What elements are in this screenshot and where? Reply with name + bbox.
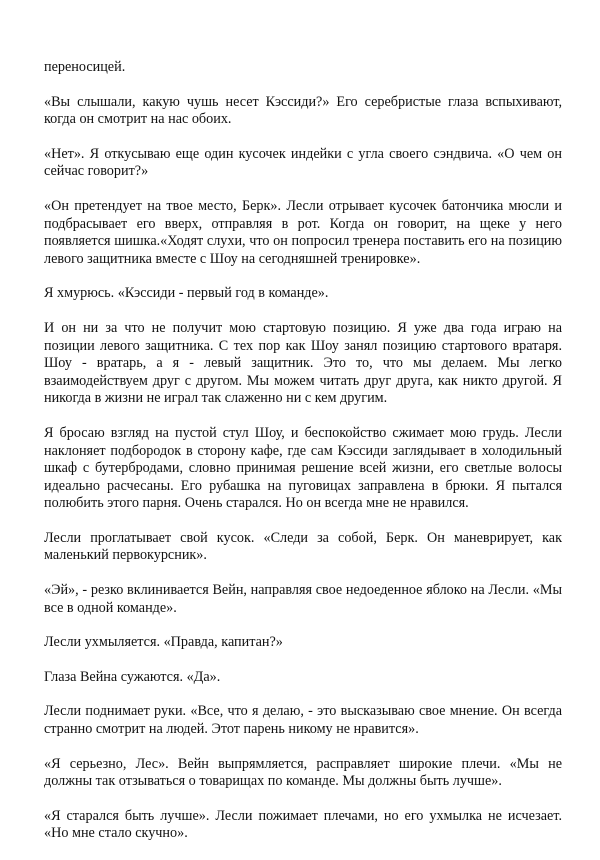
paragraph-2: «Вы слышали, какую чушь несет Кэссиди?» Его серебристые глаза вспыхивают, когда он смотрит на нас обоих. [44, 93, 562, 128]
paragraph-3: «Нет». Я откусываю еще один кусочек индейки с угла своего сэндвича. «О чем он сейчас говорит?» [44, 145, 562, 180]
paragraph-8: Лесли проглатывает свой кусок. «Следи за собой, Берк. Он маневрирует, как маленький первокурсник». [44, 529, 562, 564]
paragraph-5: Я хмурюсь. «Кэссиди - первый год в команде». [44, 285, 329, 302]
paragraph-1: переносицей. [44, 59, 126, 75]
paragraph-12: Лесли поднимает руки. «Все, что я делаю, - это высказываю свое мнение. Он всегда странно смотрит на людей. Этот парень никому не нравится». [44, 703, 562, 738]
paragraph-6: И он ни за что не получит мою стартовую позицию. Я уже два года играю на позиции левого защитника. С тех пор как Шоу занял позицию стартового вратаря. Шоу - вратарь, а я - левый защитник. Это то, что мы делаем. Мы легко взаимодействуем друг с другом. Мы можем читать друг друга, как никто другой. Я никогда в жизни не играл так слаженно ни с кем другим. [44, 319, 562, 407]
paragraph-7: Я бросаю взгляд на пустой стул Шоу, и беспокойство сжимает мою грудь. Лесли наклоняет подбородок в сторону кафе, где сам Кэссиди заглядывает в холодильный шкаф с бутербродами, словно принимая решение всей жизни, его светлые волосы идеально расчесаны. Его рубашка на пуговицах заправлена в брюки. Я пытался полюбить этого парня. Очень старался. Но он всегда мне не нравился. [44, 424, 562, 512]
paragraph-14: «Я старался быть лучше». Лесли пожимает плечами, но его ухмылка не исчезает. «Но мне стало скучно». [44, 807, 562, 842]
paragraph-13: «Я серьезно, Лес». Вейн выпрямляется, расправляет широкие плечи. «Мы не должны так отзываться о товарищах по команде. Мы должны быть лучше». [44, 755, 562, 790]
paragraph-4: «Он претендует на твое место, Берк». Лесли отрывает кусочек батончика мюсли и подбрасывает его вверх, отправляя в рот. Когда он говорит, на щеке у него появляется шишка.«Ходят слухи, что он попросил тренера поставить его на позицию левого защитника вместе с Шоу на сегодняшней тренировке». [44, 197, 562, 267]
paragraph-9: «Эй», - резко вклинивается Вейн, направляя свое недоеденное яблоко на Лесли. «Мы все в одной команде». [44, 582, 562, 616]
paragraph-10: Лесли ухмыляется. «Правда, капитан?» [44, 634, 283, 651]
document-page [44, 52, 562, 860]
paragraph-11: Глаза Вейна сужаются. «Да». [44, 668, 221, 685]
